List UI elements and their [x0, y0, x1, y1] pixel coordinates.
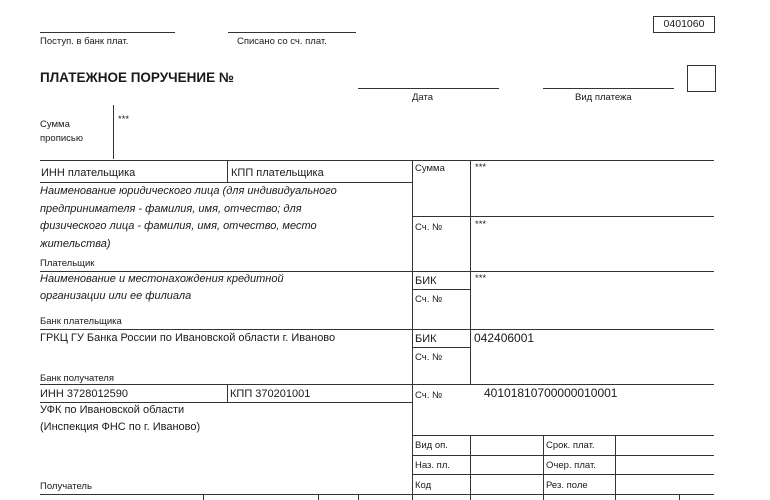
payer-amount-value[interactable]: ***: [475, 162, 487, 173]
grid-line: [412, 216, 714, 217]
payer-name-hint-line-1: Наименование юридического лица (для индивидуального: [40, 185, 337, 197]
received-line: [40, 32, 175, 33]
payer-account-value[interactable]: ***: [475, 219, 487, 230]
form-code: 0401060: [653, 16, 715, 33]
date-label: Дата: [412, 92, 434, 103]
date-line: [358, 88, 499, 89]
payer-name-hint-line-3: физического лица - фамилия, имя, отчество, место: [40, 220, 317, 232]
grid-line: [470, 160, 471, 384]
code-label: Код: [415, 480, 432, 491]
recipient-label: Получатель: [40, 481, 92, 492]
grid-line: [358, 494, 359, 500]
grid-line: [412, 289, 470, 290]
grid-line: [318, 494, 319, 500]
debited-label: Списано со сч. плат.: [237, 36, 327, 47]
amount-words-label-1: Сумма: [40, 119, 70, 130]
grid-line: [412, 474, 714, 475]
grid-line: [203, 494, 204, 500]
grid-line: [615, 435, 616, 500]
grid-line: [412, 347, 470, 348]
payer-kpp-label: КПП плательщика: [231, 167, 324, 179]
grid-line: [543, 435, 544, 500]
grid-line: [679, 494, 680, 500]
grid-line: [40, 402, 412, 403]
operation-type-label: Вид оп.: [415, 440, 448, 451]
grid-line: [470, 435, 471, 500]
grid-line: [227, 384, 228, 402]
recipient-account-label: Сч. №: [415, 390, 443, 401]
recipient-bank-name: ГРКЦ ГУ Банка России по Ивановской области г. Иваново: [40, 332, 336, 344]
payer-bank-label: Банк плательщика: [40, 316, 122, 327]
recipient-kpp[interactable]: КПП 370201001: [230, 388, 311, 400]
recipient-name-line-1: УФК по Ивановской области: [40, 404, 185, 416]
debited-line: [228, 32, 356, 33]
grid-line: [40, 160, 714, 161]
payer-bank-account-label: Сч. №: [415, 294, 443, 305]
recipient-bank-bik-value[interactable]: 042406001: [474, 331, 535, 345]
payer-label: Плательщик: [40, 258, 95, 269]
recipient-inn[interactable]: ИНН 3728012590: [40, 388, 129, 400]
payment-type-line: [543, 88, 674, 89]
grid-line: [412, 160, 413, 500]
payment-order-label: Очер. плат.: [546, 460, 596, 471]
payment-type-box[interactable]: [687, 65, 716, 92]
payment-purpose-label: Наз. пл.: [415, 460, 450, 471]
grid-line: [412, 455, 714, 456]
grid-line: [40, 494, 714, 495]
payment-type-label: Вид платежа: [575, 92, 632, 103]
payer-account-label: Сч. №: [415, 222, 443, 233]
form-title: ПЛАТЕЖНОЕ ПОРУЧЕНИЕ №: [40, 70, 234, 85]
payer-name-hint: [40, 183, 410, 253]
payer-bank-bik-label: БИК: [415, 275, 437, 287]
payer-bank-hint-line-1: Наименование и местонахождения кредитной: [40, 273, 284, 285]
payer-inn-label: ИНН плательщика: [41, 167, 136, 179]
grid-line: [40, 271, 714, 272]
recipient-bank-bik-label: БИК: [415, 333, 437, 345]
payer-name-hint-line-2: предпринимателя - фамилия, имя, отчество; для: [40, 202, 302, 215]
amount-words-divider: [113, 105, 114, 159]
grid-line: [40, 384, 714, 385]
recipient-account-value[interactable]: 40101810700000010001: [484, 386, 618, 400]
recipient-name-line-2: (Инспекция ФНС по г. Иваново): [40, 421, 201, 433]
grid-line: [227, 160, 228, 182]
received-label: Поступ. в банк плат.: [40, 36, 129, 47]
payer-amount-label: Сумма: [415, 163, 445, 174]
amount-words-label-2: прописью: [40, 133, 83, 144]
reserve-field-label: Рез. поле: [546, 480, 588, 491]
payment-term-label: Срок. плат.: [546, 440, 595, 451]
amount-words-value[interactable]: ***: [118, 114, 130, 125]
grid-line: [412, 435, 714, 436]
payer-name-hint-line-4: жительства): [40, 237, 111, 250]
payer-bank-hint-line-2: организации или ее филиала: [40, 290, 192, 302]
recipient-bank-label: Банк получателя: [40, 373, 114, 384]
grid-line: [40, 329, 714, 330]
payer-bank-bik-value[interactable]: ***: [475, 273, 487, 284]
recipient-bank-account-label: Сч. №: [415, 352, 443, 363]
